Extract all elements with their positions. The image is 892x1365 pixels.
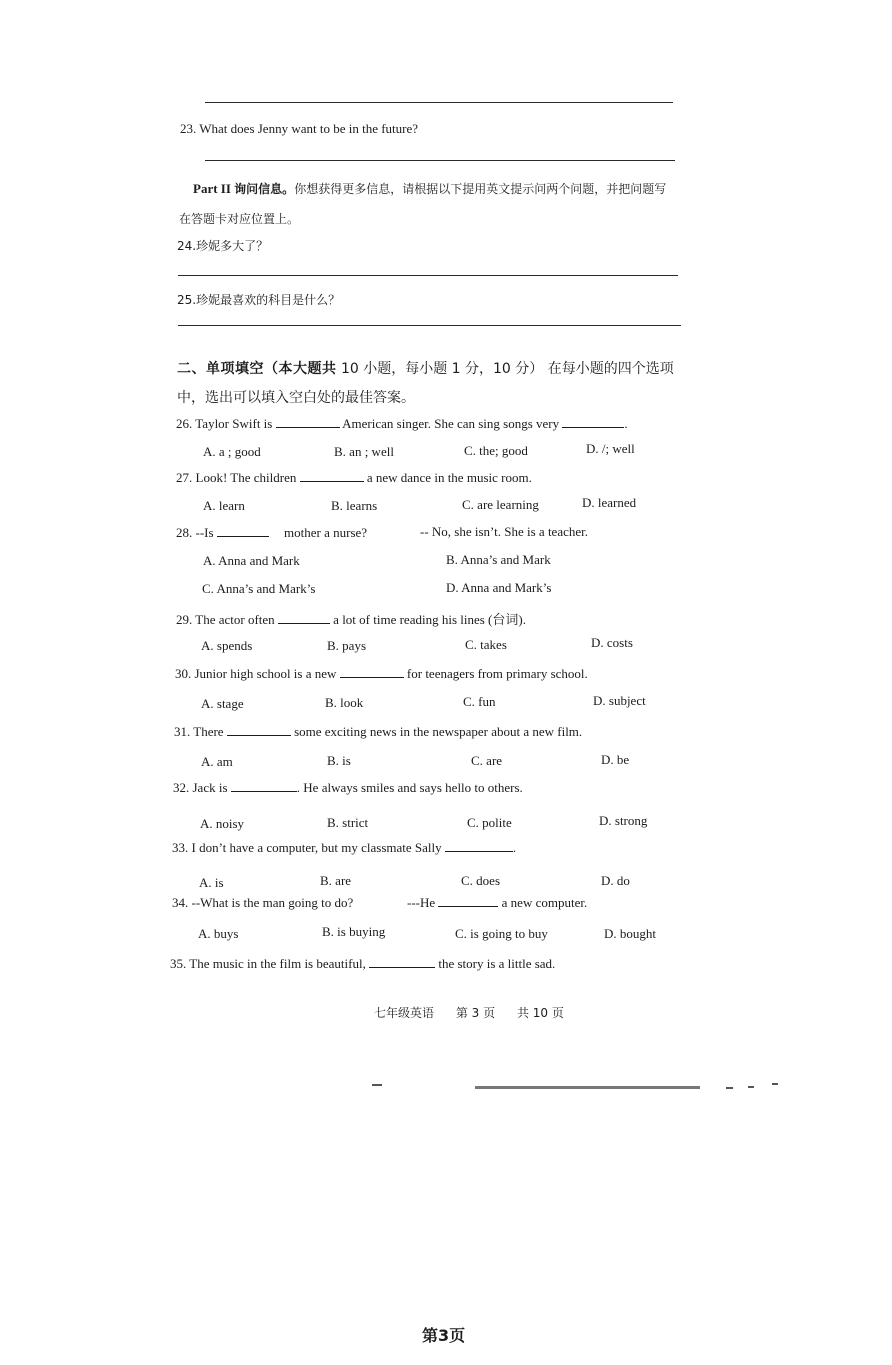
section2-heading-a: 二、单项填空（本大题共 [177,361,337,377]
question-34 [172,895,353,911]
question-stem: Junior high school is a new [194,666,337,681]
blank[interactable] [438,895,498,907]
question-stem: --What is the man going to do? [191,895,354,910]
question-26 [176,416,628,432]
blank[interactable] [278,612,330,624]
option-c[interactable]: C. fun [463,694,496,709]
question-number: 31. [174,724,191,739]
question-34-answer [407,895,587,911]
option-d[interactable]: D. strong [599,813,648,828]
question-number: 27. [176,470,193,485]
option-a[interactable]: A. a ; good [203,444,261,459]
blank[interactable] [340,666,404,678]
scan-artifact [372,1084,382,1086]
answer-line-q24[interactable] [178,275,678,276]
footer-page: 第 3 页 [455,1006,496,1020]
question-stem: The music in the film is beautiful, [189,956,366,971]
question-stem: some exciting news in the newspaper about a new film. [294,724,583,739]
blank[interactable] [445,840,513,852]
option-d[interactable]: D. learned [582,495,637,510]
question-stem: a lot of time reading his lines (台词). [333,612,526,627]
scan-artifact [475,1086,700,1089]
option-d[interactable]: D. /; well [586,441,635,456]
question-stem: the story is a little sad. [438,956,556,971]
option-a[interactable]: A. Anna and Mark [203,553,300,568]
question-number: 28. [176,525,193,540]
part2-instruction-line1: 你想获得更多信息，请根据以下提用英文提示问两个问题，并把问题写 [294,182,667,196]
question-stem: . [624,416,628,431]
scan-artifact [726,1087,733,1089]
blank[interactable] [369,956,435,968]
blank[interactable] [217,525,269,537]
question-number: 32. [173,780,190,795]
option-c[interactable]: C. is going to buy [455,926,548,941]
part2-instruction-line2: 在答题卡对应位置上。 [179,212,300,226]
option-c[interactable]: C. polite [467,815,512,830]
question-stem: Look! The children [195,470,297,485]
option-b[interactable]: B. learns [331,498,378,513]
option-b[interactable]: B. Anna’s and Mark [446,552,551,567]
footer-subject: 七年级英语 [374,1006,435,1020]
answer-line-q25[interactable] [178,325,681,326]
question-28 [176,525,367,541]
answer-line-q22[interactable] [205,102,673,103]
option-b[interactable]: B. an ; well [334,444,394,459]
section2-heading-c: 在每小题的四个选项 [547,361,674,377]
option-a[interactable]: A. spends [201,638,253,653]
answer-line-q23[interactable] [205,160,675,161]
option-b[interactable]: B. are [320,873,352,888]
option-b[interactable]: B. strict [327,815,369,830]
option-c[interactable]: C. takes [465,637,507,652]
question-stem: American singer. She can sing songs very [342,416,560,431]
option-c[interactable]: C. does [461,873,500,888]
question-number: 26. [176,416,193,431]
question-29 [176,609,526,628]
blank[interactable] [300,470,364,482]
option-c[interactable]: C. are learning [462,497,539,512]
blank[interactable] [227,724,291,736]
option-c[interactable]: C. Anna’s and Mark’s [202,581,316,596]
blank[interactable] [231,780,297,792]
option-a[interactable]: A. am [201,754,233,769]
question-number: 30. [175,666,192,681]
question-stem: --Is [195,525,214,540]
question-number: 29. [176,612,193,627]
option-c[interactable]: C. the; good [464,443,528,458]
question-number: 35. [170,956,187,971]
question-number: 34. [172,895,189,910]
question-stem: a new computer. [501,895,588,910]
option-b[interactable]: B. look [325,695,364,710]
question-30 [175,666,588,682]
option-d[interactable]: D. be [601,752,630,767]
question-stem: There [193,724,224,739]
question-stem: Jack is [192,780,228,795]
option-d[interactable]: D. costs [591,635,633,650]
option-a[interactable]: A. learn [203,498,245,513]
question-stem: The actor often [195,612,275,627]
option-d[interactable]: D. Anna and Mark’s [446,580,552,595]
option-d[interactable]: D. bought [604,926,656,941]
question-stem: . He always smiles and says hello to others. [296,780,523,795]
blank[interactable] [562,416,624,428]
question-stem: mother a nurse? [284,525,368,540]
option-a[interactable]: A. buys [198,926,239,941]
question-text: What does Jenny want to be in the future? [199,121,419,136]
question-28-answer: -- No, she isn’t. She is a teacher. [420,524,588,539]
option-d[interactable]: D. do [601,873,630,888]
part2-label: Part II [193,181,231,196]
option-d[interactable]: D. subject [593,693,646,708]
page-label: 第3页 [422,1326,466,1345]
question-24: 24.珍妮多大了？ [177,239,269,253]
scan-artifact [748,1086,754,1088]
option-b[interactable]: B. is [327,753,351,768]
question-33 [172,840,516,856]
part2-title: 询问信息。 [234,182,295,196]
question-stem: . [512,840,517,855]
question-25: 25.珍妮最喜欢的科目是什么？ [177,293,341,307]
question-27 [176,470,532,486]
section2-heading-line2: 中，选出可以填入空白处的最佳答案。 [177,390,415,406]
option-c[interactable]: C. are [471,753,503,768]
part2-instruction [193,180,666,197]
option-b[interactable]: B. pays [327,638,366,653]
page-footer [374,1004,564,1021]
option-a[interactable]: A. stage [201,696,244,711]
section2-heading-b: 10 小题，每小题 1 分，10 分） [340,361,544,377]
question-35 [170,956,555,972]
question-number: 33. [172,840,189,855]
section2-heading [177,358,674,378]
question-stem: a new dance in the music room. [366,470,532,485]
question-stem: Taylor Swift is [195,416,273,431]
question-32 [173,780,523,796]
question-stem: for teenagers from primary school. [406,666,588,681]
option-b[interactable]: B. is buying [322,924,386,939]
question-stem: ---He [407,895,436,910]
question-stem: I don’t have a computer, but my classmate Sally [191,840,442,855]
footer-total: 共 10 页 [516,1006,564,1020]
question-23 [180,121,418,137]
question-number: 23. [180,121,197,136]
blank[interactable] [276,416,340,428]
option-a[interactable]: A. is [199,875,224,890]
question-31 [174,724,582,740]
scan-artifact [772,1083,778,1085]
option-a[interactable]: A. noisy [200,816,245,831]
